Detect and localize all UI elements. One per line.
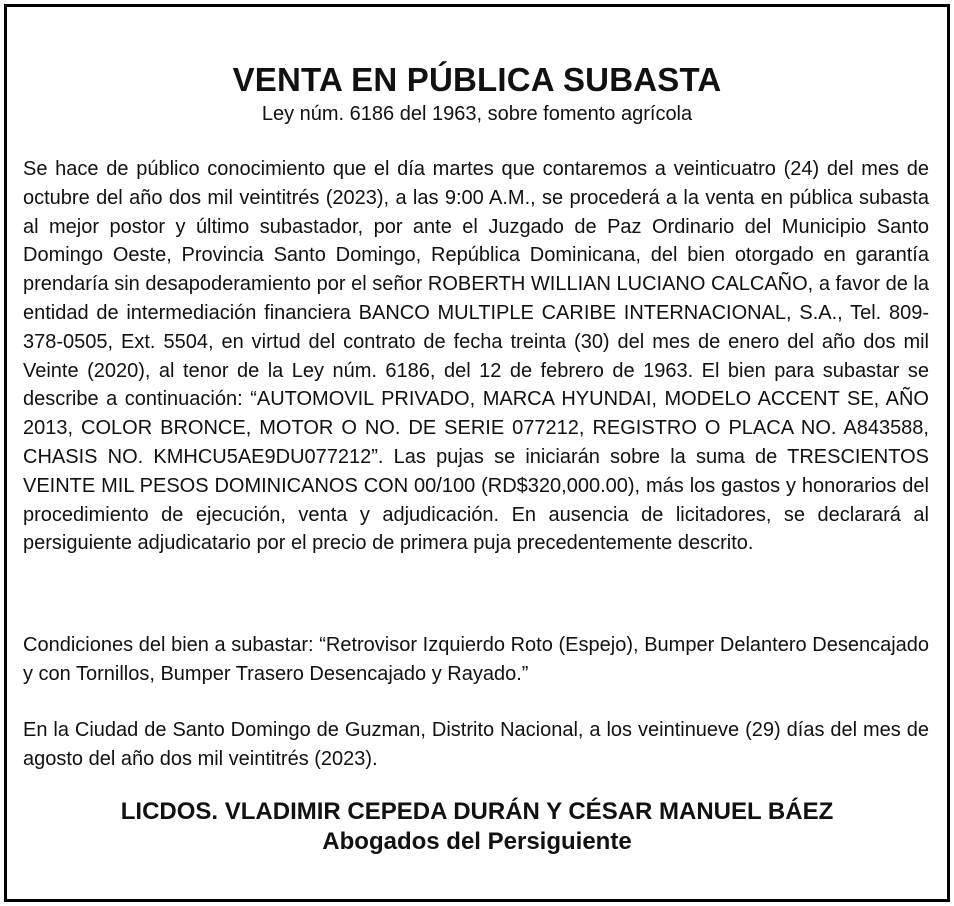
legal-notice-box <box>4 4 950 902</box>
notice-subtitle: Ley núm. 6186 del 1963, sobre fomento agrícola <box>261 103 693 125</box>
notice-title: VENTA EN PÚBLICA SUBASTA <box>232 61 722 98</box>
notice-paragraph-auction-details: Se hace de público conocimiento que el día martes que contaremos a veinticuatro (24) del mes de octubre del año dos mil veintitrés (2023), a las 9:00 A.M., se procederá a la venta en pública subasta al mejor postor y último subastador, por ante el Juzgado de Paz Ordinario del Municipio Santo Domingo Oeste, Provincia Santo Domingo, República Dominicana, del bien otorgado en garantía prendaría sin desapoderamiento por el señor ROBERTH WILLIAN LUCIANO CALCAÑO, a favor de la entidad de intermediación financiera BANCO MULTIPLE CARIBE INTERNACIONAL, S.A., Tel. 809-378-0505, Ext. 5504, en virtud del contrato de fecha treinta (30) del mes de enero del año dos mil Veinte (2020), al tenor de la Ley núm. 6186, del 12 de febrero de 1963. El bien para subastar se describe a continuación: “AUTOMOVIL PRIVADO, MARCA HYUNDAI, MODELO ACCENT SE, AÑO 2013, COLOR BRONCE, MOTOR O NO. DE SERIE 077212, REGISTRO O PLACA NO. A843588, CHASIS NO. KMHCU5AE9DU077212”. Las pujas se iniciarán sobre la suma de TRESCIENTOS VEINTE MIL PESOS DOMINICANOS CON 00/100 (RD$320,000.00), más los gastos y honorarios del procedimiento de ejecución, venta y adjudicación. En ausencia de licitadores, se declarará al persiguiente adjudicatario por el precio de primera puja precedentemente descrito. <box>23 158 929 555</box>
notice-paragraph-conditions: Condiciones del bien a subastar: “Retrovisor Izquierdo Roto (Espejo), Bumper Delantero Desencajado y con Tornillos, Bumper Trasero Desencajado y Rayado.” <box>23 634 929 685</box>
signature-names: LICDOS. VLADIMIR CEPEDA DURÁN Y CÉSAR MANUEL BÁEZ <box>120 798 834 825</box>
signature-role: Abogados del Persiguiente <box>322 828 632 855</box>
notice-paragraph-place-date: En la Ciudad de Santo Domingo de Guzman, Distrito Nacional, a los veintinueve (29) días del mes de agosto del año dos mil veintitrés (2023). <box>23 719 929 770</box>
